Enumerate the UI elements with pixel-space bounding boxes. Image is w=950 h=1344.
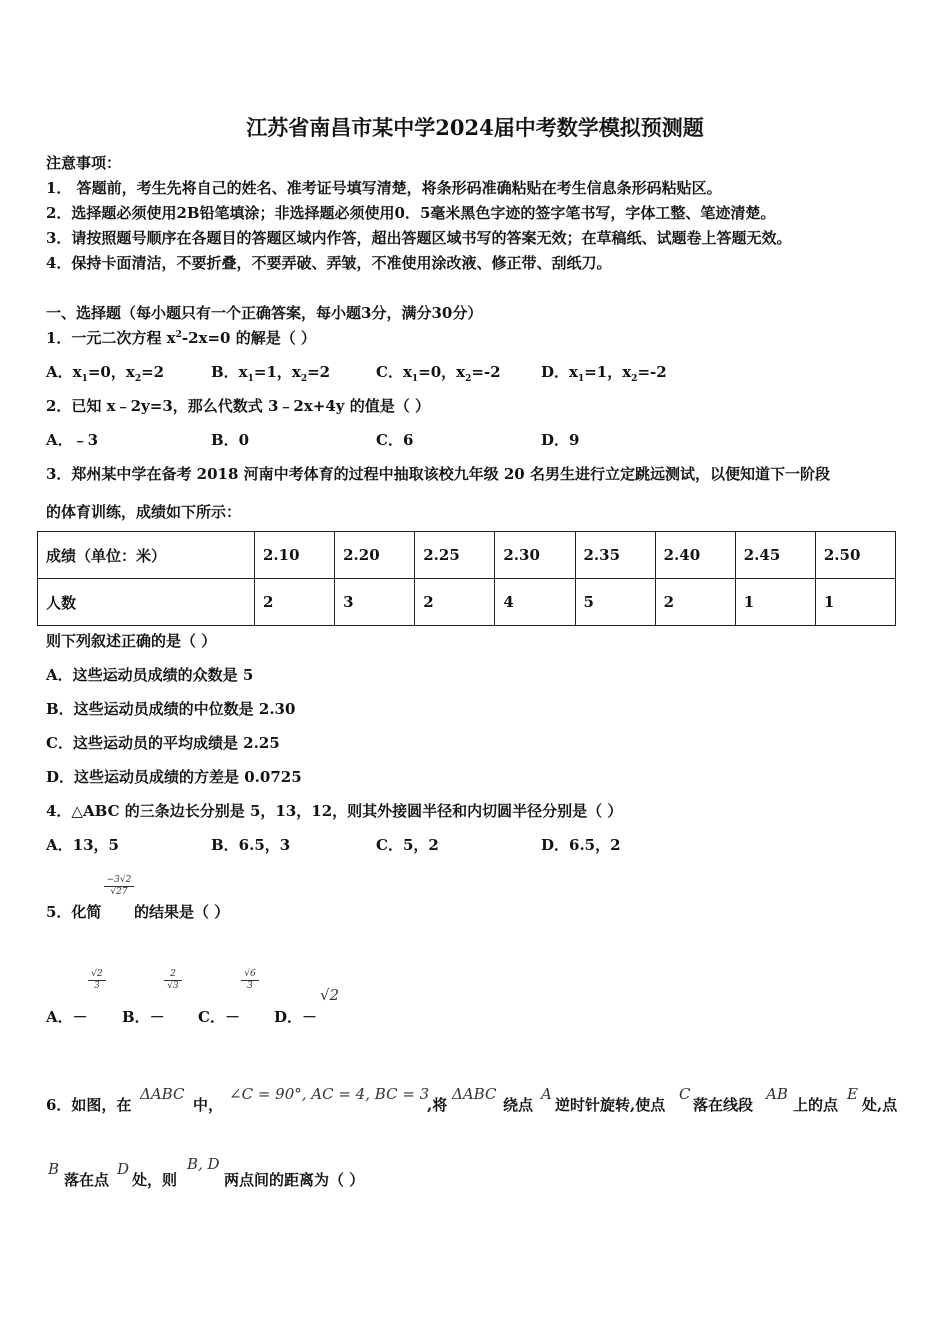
q5-option-d-value: √2 <box>320 986 340 1004</box>
table-cell: 2.35 <box>575 532 655 579</box>
q6-math-5: C <box>679 1085 691 1103</box>
q5-stem-a: 5．化简 <box>46 903 102 921</box>
q2-option-c[interactable]: C．6 <box>376 431 414 449</box>
table-header-cell: 人数 <box>38 579 255 626</box>
table-cell: 5 <box>575 579 655 626</box>
q5-option-b-fraction: $\frac{2}{√3}$ <box>164 969 182 992</box>
q5-option-d[interactable]: D．－ <box>274 1008 318 1026</box>
q6-text-9: 落在点 <box>64 1171 110 1189</box>
notice-item-1: 1． 答题前，考生先将自己的姓名、准考证号填写清楚，将条形码准确粘贴在考生信息条形码粘贴区。 <box>46 179 722 197</box>
q5-option-b[interactable]: B．－ <box>122 1008 165 1026</box>
q4-option-b[interactable]: B．6.5，3 <box>211 836 291 854</box>
q6-text-10: 处，则 <box>132 1171 178 1189</box>
q6-text-8: 处,点 <box>862 1096 898 1114</box>
notice-item-4: 4．保持卡面清洁，不要折叠，不要弄破、弄皱，不准使用涂改液、修正带、刮纸刀。 <box>46 254 612 272</box>
q6-text-6: 落在线段 <box>693 1096 754 1114</box>
section-heading: 一、选择题（每小题只有一个正确答案，每小题3分，满分30分） <box>46 304 483 322</box>
q5-option-a[interactable]: A．－ <box>46 1008 88 1026</box>
q4-option-c[interactable]: C．5，2 <box>376 836 439 854</box>
notice-heading: 注意事项： <box>46 154 122 172</box>
q6-math-8: B <box>48 1160 60 1178</box>
score-table <box>37 531 896 626</box>
q5-option-c[interactable]: C．－ <box>198 1008 240 1026</box>
table-cell: 2.30 <box>495 532 575 579</box>
notice-item-2: 2．选择题必须使用2B铅笔填涂；非选择题必须使用0．5毫米黑色字迹的签字笔书写，字体工整、笔迹清楚。 <box>46 204 776 222</box>
table-cell: 2.50 <box>815 532 895 579</box>
q6-text-5: 逆时针旋转,使点 <box>555 1096 666 1114</box>
notice-item-3: 3．请按照题号顺序在各题目的答题区域内作答，超出答题区域书写的答案无效；在草稿纸、试题卷上答题无效。 <box>46 229 792 247</box>
table-cell: 2.25 <box>415 532 495 579</box>
table-cell: 1 <box>815 579 895 626</box>
q5-option-c-fraction: $\frac{√6}{3}$ <box>241 969 259 992</box>
q4-option-d[interactable]: D．6.5，2 <box>541 836 621 854</box>
q6-text-7: 上的点 <box>793 1096 839 1114</box>
q6-math-6: AB <box>766 1085 788 1103</box>
table-cell: 2.45 <box>735 532 815 579</box>
table-row <box>38 532 896 579</box>
q6-math-10: B, D <box>187 1155 220 1173</box>
q1-option-d[interactable]: D．$x_1=1$，$x_2=-2$ <box>541 363 667 384</box>
table-cell: 2 <box>255 579 335 626</box>
table-header-cell: 成绩（单位：米） <box>38 532 255 579</box>
q6-text-2: 中， <box>193 1096 224 1114</box>
q6-math-9: D <box>117 1160 130 1178</box>
q3-stem-line2: 的体育训练，成绩如下所示： <box>46 503 242 521</box>
q3-question: 则下列叙述正确的是（ ） <box>46 632 217 650</box>
table-cell: 2.20 <box>335 532 415 579</box>
q3-option-b[interactable]: B．这些运动员成绩的中位数是 2.30 <box>46 700 296 718</box>
q6-math-1: ΔABC <box>140 1085 185 1103</box>
q1-stem: 1．一元二次方程 $x^2-2x=0$ 的解是（ ） <box>46 329 316 347</box>
table-cell: 2.10 <box>255 532 335 579</box>
q3-stem-line1: 3．郑州某中学在备考 2018 河南中考体育的过程中抽取该校九年级 20 名男生进行立定跳远测试，以便知道下一阶段 <box>46 465 830 483</box>
q1-option-b[interactable]: B．$x_1=1$，$x_2=2$ <box>211 363 331 384</box>
q5-stem-b: 的结果是（ ） <box>134 903 230 921</box>
table-cell: 4 <box>495 579 575 626</box>
q6-text-3: ,将 <box>427 1096 448 1114</box>
q2-option-a[interactable]: A．﹣3 <box>46 431 99 449</box>
table-cell: 1 <box>735 579 815 626</box>
q6-math-7: E <box>847 1085 858 1103</box>
table-row <box>38 579 896 626</box>
q3-option-d[interactable]: D．这些运动员成绩的方差是 0.0725 <box>46 768 302 786</box>
q2-option-d[interactable]: D．9 <box>541 431 580 449</box>
q6-text-1: 6．如图，在 <box>46 1096 132 1114</box>
q1-option-c[interactable]: C．$x_1=0$，$x_2=-2$ <box>376 363 501 384</box>
q3-option-a[interactable]: A．这些运动员成绩的众数是 5 <box>46 666 254 684</box>
q1-option-a[interactable]: A．$x_1=0$，$x_2=2$ <box>46 363 165 384</box>
q6-math-4: A <box>541 1085 552 1103</box>
q6-math-2: ∠C = 90°, AC = 4, BC = 3 <box>229 1085 430 1103</box>
q5-option-a-fraction: $\frac{√2}{3}$ <box>88 969 106 992</box>
table-cell: 2.40 <box>655 532 735 579</box>
q2-option-b[interactable]: B．0 <box>211 431 250 449</box>
table-cell: 2 <box>655 579 735 626</box>
table-cell: 2 <box>415 579 495 626</box>
table-cell: 3 <box>335 579 415 626</box>
q3-option-c[interactable]: C．这些运动员的平均成绩是 2.25 <box>46 734 280 752</box>
q2-stem: 2．已知 x﹣2y=3，那么代数式 3﹣2x+4y 的值是（ ） <box>46 397 430 415</box>
q4-option-a[interactable]: A．13，5 <box>46 836 119 854</box>
page-title: 江苏省南昌市某中学2024届中考数学模拟预测题 <box>246 115 704 140</box>
q4-stem: 4．△ABC 的三条边长分别是 5，13，12，则其外接圆半径和内切圆半径分别是（ ） <box>46 802 623 820</box>
q5-fraction: $\frac{-3√2}{√27}$ <box>104 875 134 898</box>
q6-math-3: ΔABC <box>452 1085 497 1103</box>
q6-text-4: 绕点 <box>503 1096 534 1114</box>
q6-text-11: 两点间的距离为（ ） <box>224 1171 365 1189</box>
